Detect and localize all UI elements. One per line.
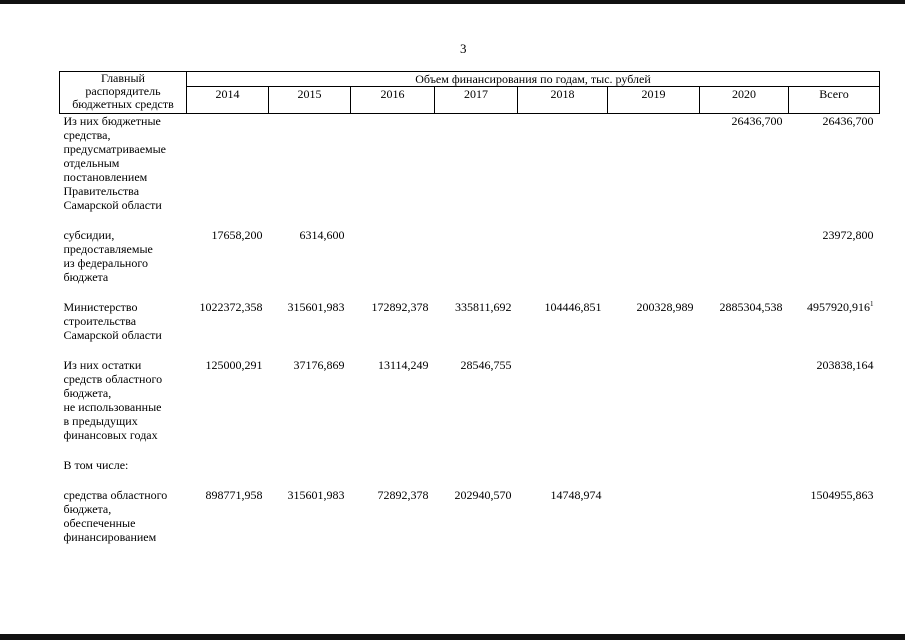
value-cell: 26436,700 — [731, 114, 783, 128]
value-cell: 28546,755 — [460, 358, 512, 372]
row-label-line: финансированием — [63, 530, 157, 544]
table-row — [60, 488, 880, 544]
header-distributor — [60, 72, 187, 114]
row-label — [60, 488, 187, 544]
value-cell — [518, 358, 608, 442]
row-label-line: в предыдущих — [63, 414, 138, 428]
table-header — [60, 72, 880, 114]
row-label-line: средств областного — [63, 372, 163, 386]
empty-cells — [187, 458, 880, 472]
value-cell: 104446,851 — [544, 300, 602, 314]
row-label-line: бюджета — [63, 270, 109, 284]
header-year: 2019 — [608, 87, 700, 114]
value-cell: 6314,600 — [299, 228, 345, 242]
header-distributor-line: Главный — [101, 71, 145, 85]
total-value: 4957920,916 — [807, 300, 870, 314]
value-cell: 37176,869 — [293, 358, 345, 372]
value-cell: 202940,570 — [454, 488, 512, 502]
total-cell: 23972,800 — [822, 228, 874, 242]
row-label-line: средства, — [63, 128, 111, 142]
value-cell: 898771,958 — [205, 488, 263, 502]
row-label-line: Из них остатки — [63, 358, 142, 372]
value-cell: 2885304,538 — [719, 300, 783, 314]
total-cell: 1504955,863 — [810, 488, 874, 502]
value-cell — [435, 228, 518, 284]
row-label-line: Из них бюджетные — [63, 114, 161, 128]
value-cell: 13114,249 — [377, 358, 429, 372]
value-cell — [608, 358, 700, 442]
row-label — [60, 358, 187, 442]
value-cell — [700, 358, 789, 442]
row-label — [60, 300, 187, 342]
header-year: 2018 — [518, 87, 608, 114]
row-label-line: Самарской области — [63, 328, 162, 342]
value-cell — [351, 228, 435, 284]
value-cell: 72892,378 — [377, 488, 429, 502]
value-cell — [187, 114, 269, 213]
total-cell: 203838,164 — [816, 358, 874, 372]
table-row — [60, 358, 880, 442]
value-cell: 200328,989 — [636, 300, 694, 314]
row-label-line: предусматриваемые — [63, 142, 167, 156]
header-year: 2017 — [435, 87, 518, 114]
value-cell — [269, 114, 351, 213]
header-distributor-line: распорядитель — [85, 84, 161, 98]
header-year: 2014 — [187, 87, 269, 114]
value-cell: 17658,200 — [211, 228, 263, 242]
row-label-line: субсидии, — [63, 228, 115, 242]
row-label-line: постановлением — [63, 170, 148, 184]
header-year: 2016 — [351, 87, 435, 114]
value-cell — [518, 228, 608, 284]
row-label — [60, 458, 187, 472]
value-cell — [700, 488, 789, 544]
value-cell — [608, 114, 700, 213]
footnote-marker: 1 — [870, 300, 874, 308]
row-label-line: отдельным — [63, 156, 120, 170]
table-body — [60, 114, 880, 545]
scan-top-edge — [0, 0, 905, 4]
value-cell: 1022372,358 — [199, 300, 263, 314]
header-distributor-line: бюджетных средств — [72, 97, 174, 111]
table-row — [60, 228, 880, 284]
header-year: 2020 — [700, 87, 789, 114]
header-year: 2015 — [269, 87, 351, 114]
table-row — [60, 458, 880, 472]
value-cell — [608, 228, 700, 284]
value-cell — [518, 114, 608, 213]
funding-table — [59, 71, 880, 544]
row-label-line: бюджета, — [63, 386, 112, 400]
value-cell — [351, 114, 435, 213]
value-cell — [435, 114, 518, 213]
table-row — [60, 300, 880, 342]
total-cell: 26436,700 — [822, 114, 874, 128]
table-row — [60, 114, 880, 213]
row-label-line: бюджета, — [63, 502, 112, 516]
row-label-line: не использованные — [63, 400, 162, 414]
row-label-line: средства областного — [63, 488, 168, 502]
row-label-line: предоставляемые — [63, 242, 153, 256]
scan-bottom-edge — [0, 634, 905, 640]
header-total: Всего — [789, 87, 880, 114]
row-label-line: Правительства — [63, 184, 140, 198]
page-number: 3 — [460, 41, 467, 56]
row-label-line: из федерального — [63, 256, 148, 270]
value-cell: 172892,378 — [371, 300, 429, 314]
row-label-line: В том числе: — [63, 458, 129, 472]
row-label — [60, 228, 187, 284]
value-cell: 315601,983 — [287, 488, 345, 502]
value-cell: 125000,291 — [205, 358, 263, 372]
value-cell — [700, 228, 789, 284]
value-cell: 335811,692 — [454, 300, 512, 314]
row-label-line: строительства — [63, 314, 137, 328]
value-cell: 315601,983 — [287, 300, 345, 314]
row-label-line: Министерство — [63, 300, 138, 314]
total-cell — [789, 300, 880, 342]
header-funding-span: Объем финансирования по годам, тыс. рублей — [187, 72, 880, 87]
row-label — [60, 114, 187, 213]
value-cell — [608, 488, 700, 544]
row-label-line: Самарской области — [63, 198, 162, 212]
value-cell: 14748,974 — [550, 488, 602, 502]
row-label-line: обеспеченные — [63, 516, 136, 530]
row-label-line: финансовых годах — [63, 428, 158, 442]
